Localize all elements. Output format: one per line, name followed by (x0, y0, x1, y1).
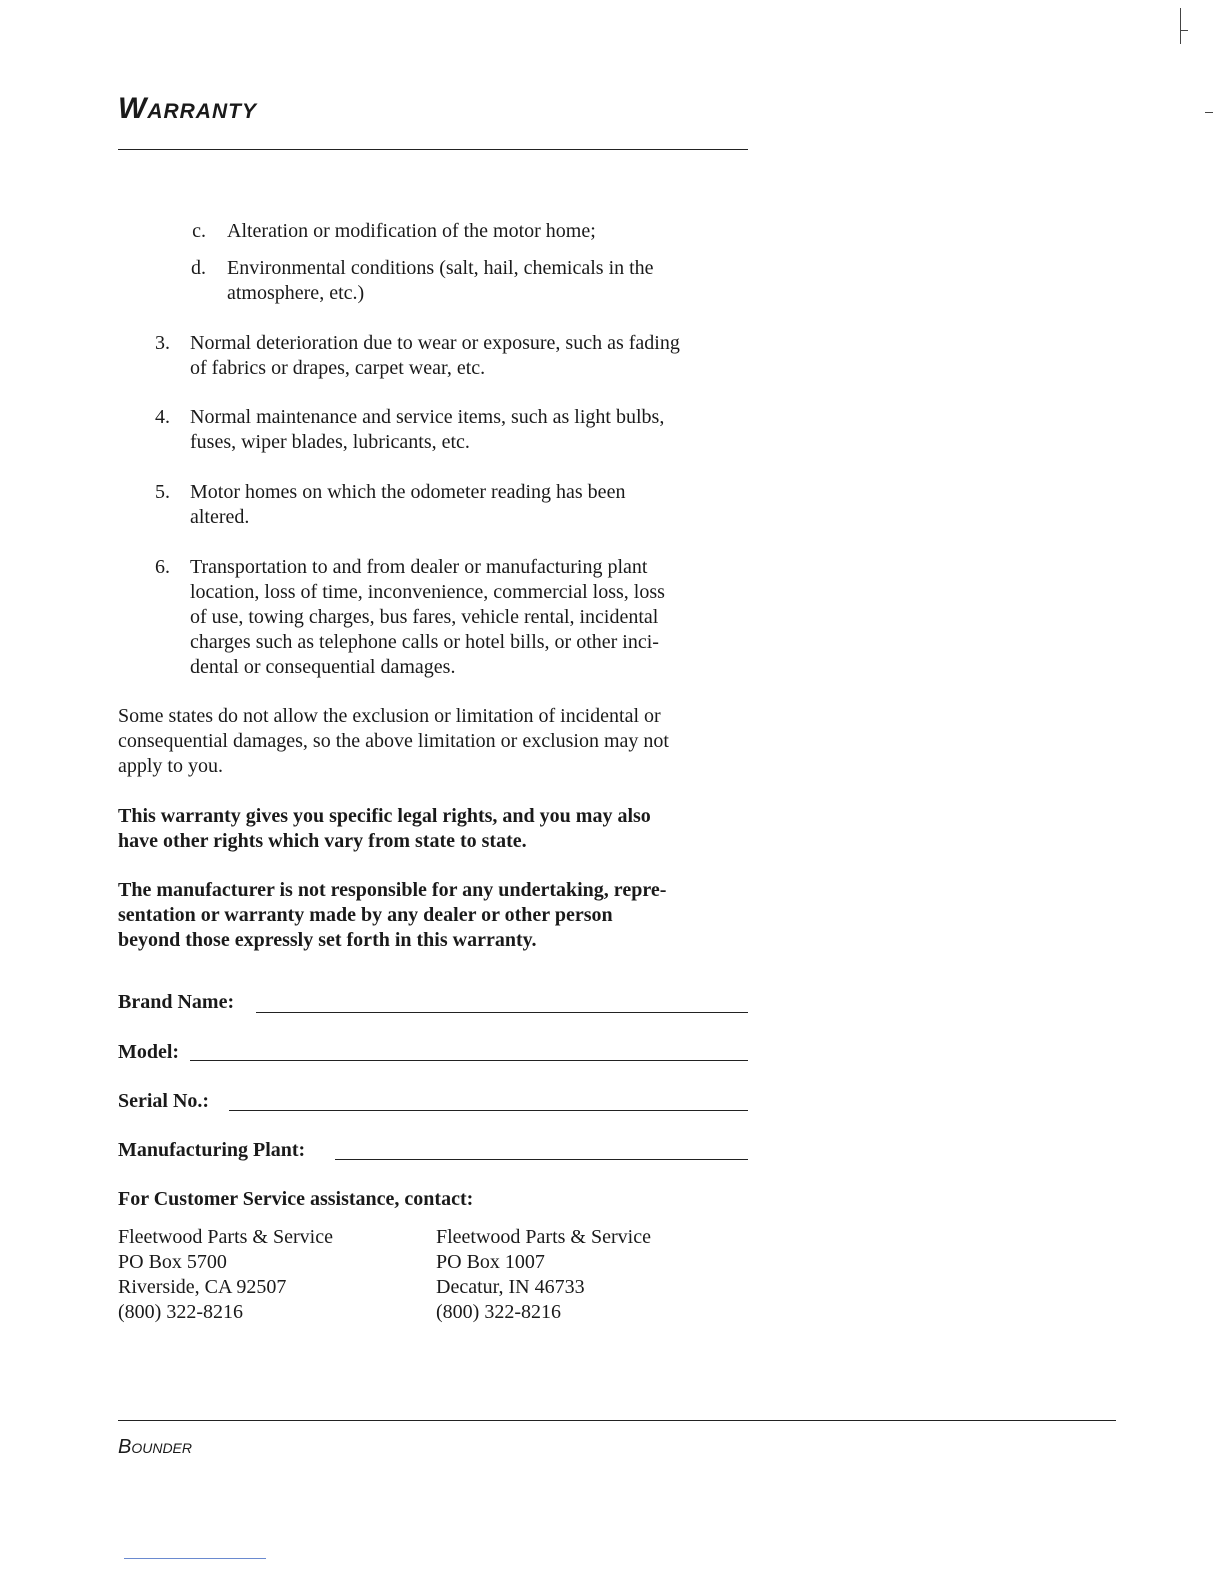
paragraph-states: Some states do not allow the exclusion or limitation of incidental or consequential damages, so the above limitation or exclusion may not apply to you. (118, 705, 669, 777)
page-title: Warranty (118, 92, 257, 125)
scan-artifact-mark (1180, 30, 1188, 31)
scan-artifact-mark (1205, 112, 1213, 113)
list-item-text: Alteration or modification of the motor home; (227, 220, 596, 242)
footer-divider (118, 1420, 1116, 1421)
brand-name-label: Brand Name: (118, 991, 235, 1013)
list-item-text: Normal maintenance and service items, such as light bulbs, fuses, wiper blades, lubricants, etc. (190, 406, 665, 453)
serial-no-label: Serial No.: (118, 1090, 210, 1112)
manufacturing-plant-label: Manufacturing Plant: (118, 1139, 306, 1161)
model-label: Model: (118, 1041, 180, 1063)
list-item-label: 4. (155, 406, 170, 428)
contact-address-riverside: Fleetwood Parts & Service PO Box 5700 Riverside, CA 92507 (800) 322-8216 (118, 1226, 333, 1323)
list-item-text: Normal deterioration due to wear or exposure, such as fading of fabrics or drapes, carpet wear, etc. (190, 332, 680, 379)
list-item-label: 3. (155, 332, 170, 354)
list-item-text: Motor homes on which the odometer reading has been altered. (190, 481, 626, 528)
brand-name-field[interactable] (256, 1012, 748, 1013)
paragraph-manufacturer: The manufacturer is not responsible for any undertaking, repre- sentation or warranty made by any dealer or other person beyond those expressly set forth in this warranty. (118, 879, 667, 951)
paragraph-legal-rights: This warranty gives you specific legal rights, and you may also have other rights which vary from state to state. (118, 805, 651, 852)
contact-address-decatur: Fleetwood Parts & Service PO Box 1007 Decatur, IN 46733 (800) 322-8216 (436, 1226, 651, 1323)
footer-title: Bounder (118, 1436, 193, 1458)
contact-heading: For Customer Service assistance, contact: (118, 1188, 474, 1210)
model-field[interactable] (190, 1060, 748, 1061)
manufacturing-plant-field[interactable] (335, 1159, 748, 1160)
list-item-text: Transportation to and from dealer or manufacturing plant location, loss of time, inconvenience, commercial loss, loss of use, towing charges, bus fares, vehicle rental, incidental charges such as telephone calls or hotel bills, or other inci- dental or consequential damages. (190, 556, 665, 678)
serial-no-field[interactable] (229, 1110, 748, 1111)
list-item-text: Environmental conditions (salt, hail, chemicals in the atmosphere, etc.) (227, 257, 654, 304)
list-item-label: c. (192, 220, 206, 242)
list-item-label: d. (191, 257, 206, 279)
header-divider (118, 149, 748, 150)
scan-artifact-mark (1180, 8, 1181, 44)
list-item-label: 5. (155, 481, 170, 503)
scan-artifact-line (124, 1558, 266, 1559)
list-item-label: 6. (155, 556, 170, 578)
